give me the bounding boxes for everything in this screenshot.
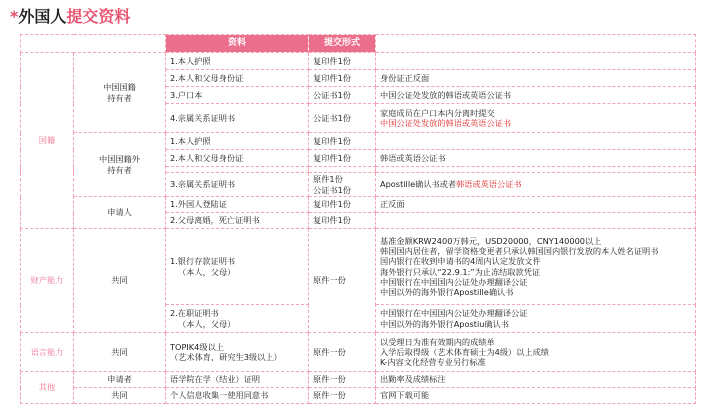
form-cell: 公证书1份: [309, 104, 376, 133]
form-cell: 原件一份: [309, 333, 376, 372]
header-materials: 资料: [166, 35, 309, 53]
table-header-row: [21, 35, 696, 53]
table-row: [21, 388, 696, 404]
table-row: [21, 53, 696, 70]
item-cell: 3.亲属关系证明书: [166, 173, 309, 197]
table-row: [21, 197, 696, 213]
header-form: 提交形式: [309, 35, 376, 53]
item-cell: 2.父母离婚，死亡证明书: [166, 213, 309, 229]
form-cell: 复印件1份: [309, 197, 376, 213]
note-cell: 官网下载可能: [376, 388, 696, 404]
holder-common-other: 共同: [74, 388, 166, 404]
form-cell: 原件一份: [309, 388, 376, 404]
note-cell: 出勤率及成绩标注: [376, 372, 696, 388]
item-cell: 语学院在学（结业）证明: [166, 372, 309, 388]
table-row: [21, 133, 696, 150]
holder-common: 共同: [74, 229, 166, 333]
note-cell: 家庭成员在户口本内分离时提交 中国公证处发放的韩语或英语公证书: [376, 104, 696, 133]
item-cell: 1.银行存款证明书 （本人，父母）: [166, 229, 309, 305]
header-note-blank: [376, 35, 696, 53]
title-prefix: *: [10, 7, 19, 26]
note-cell: [376, 53, 696, 70]
holder-applicant2: 申请者: [74, 372, 166, 388]
note-cell: 正反面: [376, 197, 696, 213]
title-dark: 外国人: [18, 7, 67, 26]
holder-common-language: 共同: [74, 333, 166, 372]
note-cell: 以受理日为准有效期内的成绩单 入学后取得级（艺术体育硕士为4级）以上成绩 K-内容文化经营专业另行标准: [376, 333, 696, 372]
note-cell: 身份证正反面: [376, 70, 696, 87]
form-cell: 原件1份 公证书1份: [309, 173, 376, 197]
note-cell: Apostille确认书或者韩语或英语公证书: [376, 173, 696, 197]
form-cell: 原件一份: [309, 372, 376, 388]
form-cell: 复印件1份: [309, 213, 376, 229]
note-cell: 韩语或英语公证书: [376, 150, 696, 167]
form-cell: 公证书1份: [309, 87, 376, 104]
table-row: [21, 333, 696, 372]
item-cell: 1.本人护照: [166, 53, 309, 70]
documents-table: [20, 34, 696, 404]
item-cell: 1.外国人登陆证: [166, 197, 309, 213]
item-cell: 3.户口本: [166, 87, 309, 104]
form-cell: 复印件1份: [309, 53, 376, 70]
holder-applicant: 申请人: [74, 197, 166, 229]
form-cell: 复印件1份: [309, 133, 376, 150]
form-cell: 复印件1份: [309, 150, 376, 167]
holder-foreign: 中国国籍外 持有者: [74, 133, 166, 197]
note-cell: [376, 133, 696, 150]
table-row: [21, 229, 696, 305]
item-cell: 2.本人和父母身份证: [166, 70, 309, 87]
item-cell: 2.本人和父母身份证: [166, 150, 309, 167]
page-title: [10, 6, 130, 28]
note-cell: 基准金额KRW2400万韩元，USD20000，CNY140000以上 韩国国内居住者，留学资格变更者只承认韩国国内银行发放的本人姓名证明书 国内银行在收到申请书的4周内认定发放文件 海外银行只承认“22.9.1:”为止冻结取款凭证 中国银行在中国国内公证处办理翻译公证 中国以外的海外银行Apostille确认书: [376, 229, 696, 305]
table-row: [21, 372, 696, 388]
category-language: 语言能力: [21, 333, 74, 372]
item-cell: 个人信息收集一使用同意书: [166, 388, 309, 404]
category-other: 其他: [21, 372, 74, 404]
form-cell: 复印件1份: [309, 70, 376, 87]
header-blank: [21, 35, 166, 53]
title-accent: 提交资料: [66, 7, 131, 26]
form-cell: 原件一份: [309, 229, 376, 333]
category-nationality: 国籍: [21, 53, 74, 229]
note-cell: 中国公证处发放的韩语或英语公证书: [376, 87, 696, 104]
note-cell: [376, 213, 696, 229]
note-cell: 中国银行在中国国内公证处办理翻译公证 中国以外的海外银行Apostiu确认书: [376, 305, 696, 333]
item-cell: 2.在职证明书 （本人，父母）: [166, 305, 309, 333]
item-cell: 1.本人护照: [166, 133, 309, 150]
item-cell: 4.亲属关系证明书: [166, 104, 309, 133]
category-financial: 财产能力: [21, 229, 74, 333]
item-cell: TOPIK4级以上 （艺术体育，研究生3级以上）: [166, 333, 309, 372]
holder-china: 中国国籍 持有者: [74, 53, 166, 133]
